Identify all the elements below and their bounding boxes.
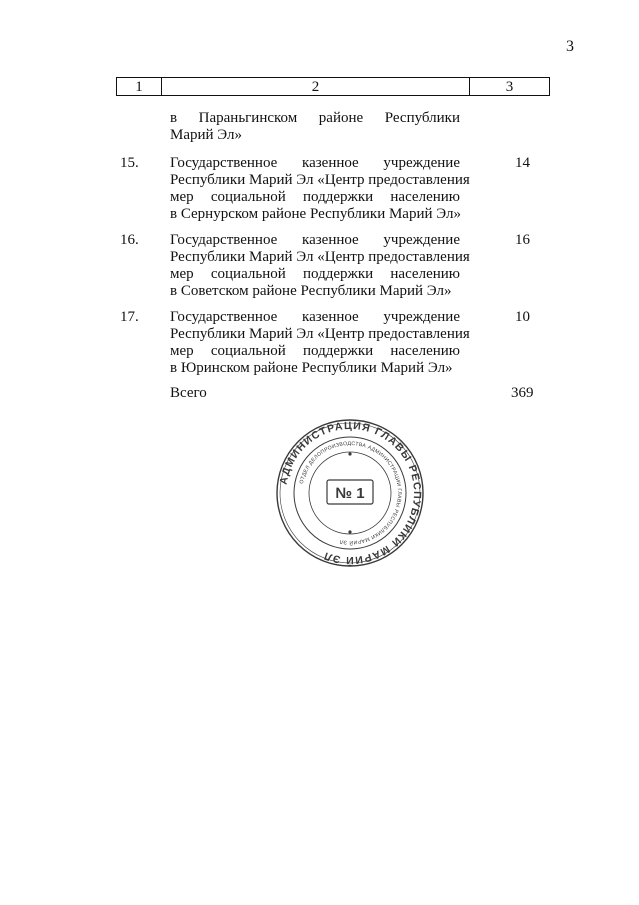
text-line: в Юринском районе Республики Марий Эл»: [170, 360, 453, 376]
text-line: в Советском районе Республики Марий Эл»: [170, 283, 452, 299]
row-quantity: 14: [515, 155, 530, 171]
row-number: 16.: [120, 232, 139, 248]
seal-center-label: № 1: [335, 485, 365, 502]
column-header-3: 3: [470, 78, 550, 96]
page-number: 3: [566, 38, 574, 55]
row-number: 17.: [120, 309, 139, 325]
institution-name: [170, 232, 470, 300]
text-line: мер социальной поддержки населению: [170, 189, 460, 205]
official-seal: [275, 418, 425, 568]
text-line: Республики Марий Эл «Центр предоставления: [170, 249, 470, 265]
seal-dot-bottom: [348, 530, 351, 533]
text-line: Республики Марий Эл «Центр предоставления: [170, 326, 470, 342]
seal-inner-text: ОТДЕЛ ДЕЛОПРОИЗВОДСТВА АДМИНИСТРАЦИИ ГЛАВЫ РЕСПУБЛИКИ МАРИЙ ЭЛ: [298, 440, 403, 546]
column-header-table: [116, 77, 550, 96]
column-header-2: 2: [162, 78, 470, 96]
row-quantity: 16: [515, 232, 530, 248]
column-header-1: 1: [117, 78, 162, 96]
text-line: в Параньгинском районе Республики: [170, 110, 460, 126]
seal-dot-top: [348, 452, 351, 455]
row-quantity: 10: [515, 309, 530, 325]
text-line: Государственное казенное учреждение: [170, 232, 460, 248]
text-line: Государственное казенное учреждение: [170, 309, 460, 325]
row-number: 15.: [120, 155, 139, 171]
seal-outer-text: АДМИНИСТРАЦИЯ ГЛАВЫ РЕСПУБЛИКИ МАРИЙ ЭЛ: [277, 419, 424, 567]
total-label: Всего: [170, 385, 207, 401]
text-line: Марий Эл»: [170, 127, 242, 143]
text-line: Государственное казенное учреждение: [170, 155, 460, 171]
total-value: 369: [511, 385, 534, 401]
text-line: в Сернурском районе Республики Марий Эл»: [170, 206, 461, 222]
text-line: Республики Марий Эл «Центр предоставления: [170, 172, 470, 188]
text-line: мер социальной поддержки населению: [170, 266, 460, 282]
institution-name: [170, 155, 470, 223]
continuation-text: [170, 110, 460, 144]
text-line: мер социальной поддержки населению: [170, 343, 460, 359]
institution-name: [170, 309, 470, 377]
